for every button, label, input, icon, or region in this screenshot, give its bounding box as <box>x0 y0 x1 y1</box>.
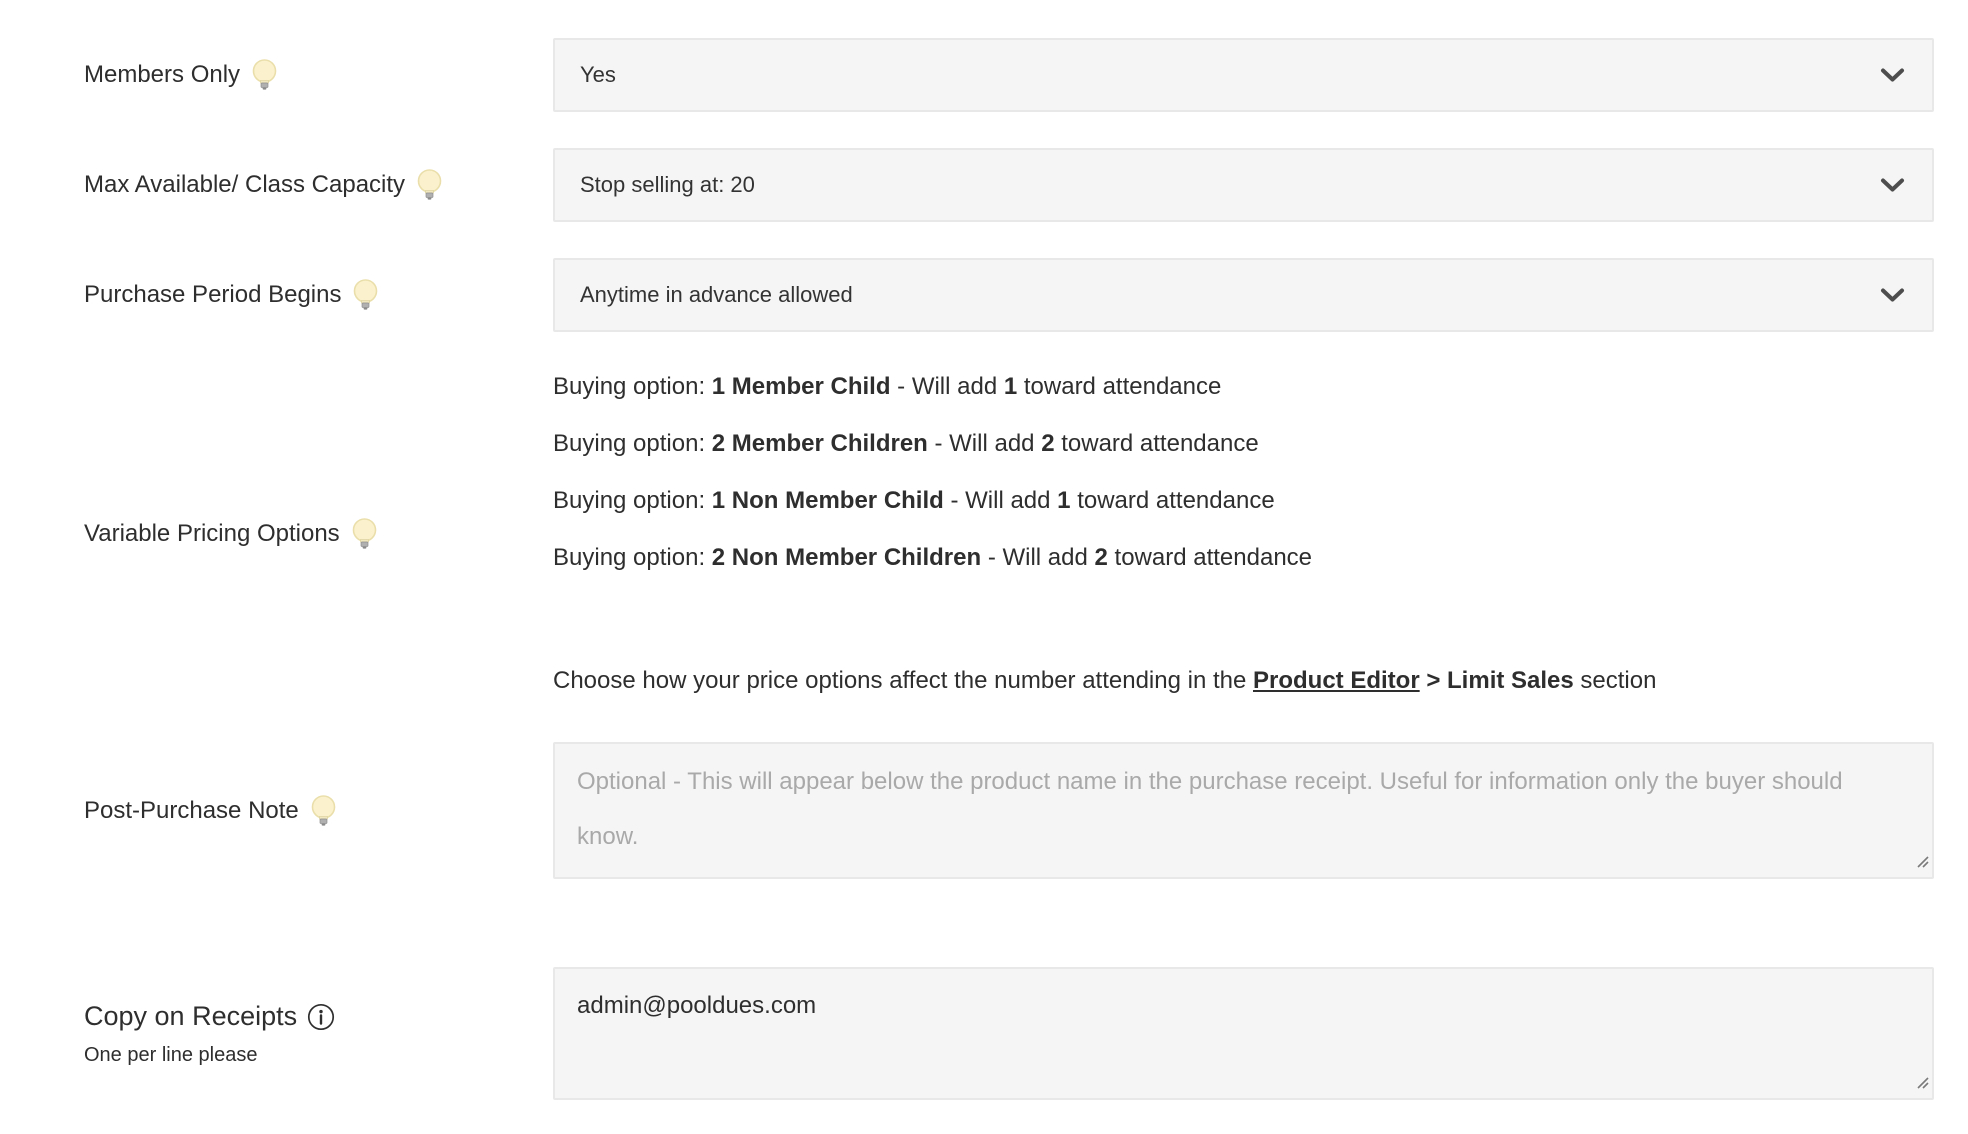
purchase-period-label: Purchase Period Begins <box>84 281 342 308</box>
lightbulb-icon[interactable] <box>416 168 443 202</box>
product-settings-form <box>84 0 1934 1100</box>
members-only-label: Members Only <box>84 61 241 88</box>
copy-on-receipts-textarea[interactable] <box>553 967 1934 1100</box>
buying-option-suffix: toward attendance <box>1107 544 1313 571</box>
copy-on-receipts-row <box>84 967 1934 1100</box>
max-capacity-value: Stop selling at: 20 <box>580 172 755 197</box>
post-purchase-note-wrap <box>553 742 1934 879</box>
pricing-note-bold: > Limit Sales <box>1419 667 1574 694</box>
max-capacity-select[interactable] <box>553 148 1934 222</box>
post-purchase-note-label: Post-Purchase Note <box>84 796 299 824</box>
members-only-label-cell <box>84 58 553 92</box>
post-purchase-note-textarea[interactable] <box>553 742 1934 879</box>
buying-option-line <box>553 427 1934 460</box>
buying-option-prefix: Buying option: <box>553 430 712 457</box>
chevron-down-icon <box>1880 178 1905 193</box>
buying-option-count: 1 <box>1057 487 1071 514</box>
buying-option-line <box>553 541 1934 574</box>
max-capacity-label: Max Available/ Class Capacity <box>84 171 406 198</box>
buying-option-suffix: toward attendance <box>1054 430 1259 457</box>
copy-on-receipts-label-cell <box>84 1000 553 1067</box>
buying-option-name: 2 Member Children <box>711 430 928 457</box>
buying-option-mid: - Will add <box>927 430 1042 457</box>
variable-pricing-label-cell <box>84 517 553 551</box>
buying-option-suffix: toward attendance <box>1017 373 1222 400</box>
buying-option-name: 1 Non Member Child <box>711 487 944 514</box>
chevron-down-icon <box>1880 288 1905 303</box>
buying-option-line <box>553 370 1934 403</box>
purchase-period-label-cell <box>84 278 553 312</box>
members-only-value: Yes <box>580 62 616 87</box>
variable-pricing-row <box>84 370 1934 697</box>
buying-option-suffix: toward attendance <box>1070 487 1275 514</box>
variable-pricing-label: Variable Pricing Options <box>84 519 340 547</box>
buying-option-line <box>553 484 1934 517</box>
buying-option-count: 1 <box>1003 373 1018 400</box>
purchase-period-select[interactable] <box>553 258 1934 332</box>
post-purchase-note-label-cell <box>84 794 553 828</box>
buying-option-name: 1 Member Child <box>711 373 891 400</box>
buying-option-prefix: Buying option: <box>553 373 712 400</box>
lightbulb-icon[interactable] <box>310 794 337 828</box>
copy-on-receipts-field-cell <box>553 967 1934 1100</box>
resize-handle-icon[interactable] <box>1915 854 1929 873</box>
purchase-period-row <box>84 258 1934 332</box>
chevron-down-icon <box>1880 68 1905 83</box>
members-only-select[interactable] <box>553 38 1934 112</box>
copy-on-receipts-label-line <box>84 1000 335 1034</box>
lightbulb-icon[interactable] <box>251 58 278 92</box>
lightbulb-icon[interactable] <box>351 517 378 551</box>
post-purchase-note-field-cell <box>553 742 1934 879</box>
buying-option-mid: - Will add <box>890 373 1004 400</box>
members-only-field-cell <box>553 38 1934 112</box>
buying-option-count: 2 <box>1041 430 1055 457</box>
copy-on-receipts-wrap <box>553 967 1934 1100</box>
post-purchase-note-row <box>84 742 1934 879</box>
max-capacity-label-cell <box>84 168 553 202</box>
product-editor-link[interactable]: Product Editor <box>1253 667 1420 694</box>
buying-option-name: 2 Non Member Children <box>711 544 982 571</box>
buying-option-prefix: Buying option: <box>553 544 712 571</box>
variable-pricing-field-cell <box>553 370 1934 697</box>
copy-on-receipts-label: Copy on Receipts <box>84 1001 298 1032</box>
buying-option-prefix: Buying option: <box>553 487 712 514</box>
buying-option-count: 2 <box>1094 544 1108 571</box>
info-icon[interactable] <box>307 1003 335 1031</box>
max-capacity-row <box>84 148 1934 222</box>
members-only-row <box>84 38 1934 112</box>
lightbulb-icon[interactable] <box>352 278 379 312</box>
resize-handle-icon[interactable] <box>1915 1075 1929 1094</box>
purchase-period-value: Anytime in advance allowed <box>580 282 853 307</box>
pricing-note <box>553 664 1934 697</box>
max-capacity-field-cell <box>553 148 1934 222</box>
buying-option-mid: - Will add <box>943 487 1058 514</box>
buying-option-mid: - Will add <box>981 544 1095 571</box>
pricing-note-prefix: Choose how your price options affect the number attending in the <box>553 667 1253 694</box>
purchase-period-field-cell <box>553 258 1934 332</box>
copy-on-receipts-sublabel: One per line please <box>84 1043 258 1066</box>
pricing-note-suffix: section <box>1573 667 1657 694</box>
